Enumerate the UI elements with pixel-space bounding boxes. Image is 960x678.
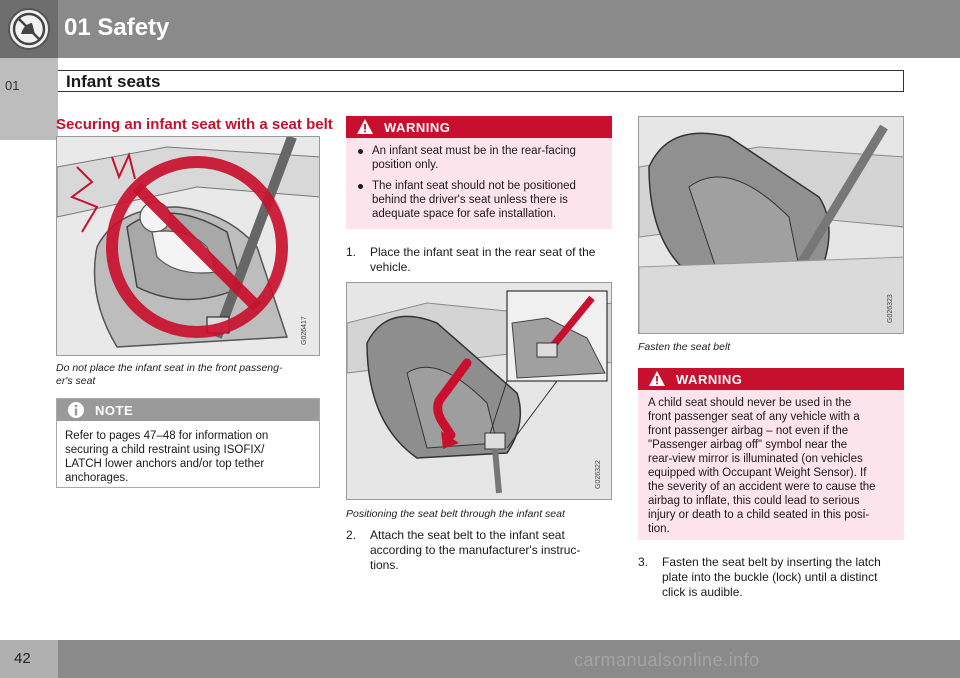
warning-triangle-icon	[356, 118, 374, 136]
bullet-dot	[358, 184, 363, 189]
warning-line: injury or death to a child seated in this posi-	[648, 509, 870, 521]
warning-box-front-airbag	[638, 368, 904, 540]
note-label: NOTE	[95, 403, 134, 418]
bullet-line: The infant seat should not be positioned	[372, 180, 576, 192]
note-line: LATCH lower anchors and/or top tether	[65, 458, 265, 470]
bullet-line: position only.	[372, 159, 439, 171]
warning-box-infant-position	[346, 116, 612, 229]
figure-code: G026323	[887, 294, 894, 323]
bullet-line: adequate space for safe installation.	[372, 208, 557, 220]
watermark: carmanualsonline.info	[574, 650, 760, 670]
chapter-title: 01 Safety	[64, 14, 170, 41]
figure-caption: Fasten the seat belt	[638, 341, 731, 353]
warning-line: airbag to inflate, this could lead to serious	[648, 495, 860, 507]
bullet-line: An infant seat must be in the rear-facing	[372, 145, 576, 157]
fasten-belt-illustration	[639, 117, 904, 334]
warning-bullet	[372, 179, 608, 221]
caption-line: er's seat	[56, 375, 96, 387]
warning-line: "Passenger airbag off" symbol near the	[648, 439, 848, 451]
step-line: tions.	[370, 558, 399, 572]
front-seat-illustration	[57, 137, 320, 356]
step-line: Place the infant seat in the rear seat of the	[370, 245, 596, 259]
step-number: 1.	[346, 245, 357, 259]
figure-fasten-belt	[638, 116, 904, 334]
figure-code: G026417	[301, 316, 308, 345]
step-text	[370, 245, 620, 275]
warning-header	[346, 116, 612, 138]
page-number: 42	[14, 650, 31, 667]
subheading: Securing an infant seat with a seat belt	[56, 116, 333, 133]
note-line: Refer to pages 47–48 for information on	[65, 430, 269, 442]
footer-bar	[0, 640, 960, 678]
warning-text	[648, 396, 900, 536]
figure-caption	[56, 362, 324, 388]
note-box	[56, 398, 320, 488]
caption-line: Do not place the infant seat in the front passeng-	[56, 362, 283, 374]
figure-position-belt	[346, 282, 612, 500]
step-line: click is audible.	[662, 585, 743, 599]
note-text	[65, 429, 315, 485]
bullet-line: behind the driver's seat unless there is	[372, 194, 568, 206]
warning-line: A child seat should never be used in the	[648, 397, 852, 409]
step-line: Attach the seat belt to the infant seat	[370, 528, 565, 542]
note-line: anchorages.	[65, 472, 129, 484]
step-text	[662, 555, 908, 600]
warning-bullet	[372, 144, 608, 172]
belt-routing-illustration	[347, 283, 612, 500]
bullet-dot	[358, 149, 363, 154]
warning-line: equipped with Occupant Weight Sensor). If	[648, 467, 867, 479]
info-icon	[67, 401, 85, 419]
warning-line: front passenger airbag – not even if the	[648, 425, 849, 437]
no-airbag-seat-icon	[8, 8, 50, 50]
warning-label: WARNING	[384, 120, 451, 135]
step-line: plate into the buckle (lock) until a distinct	[662, 570, 878, 584]
figure-code: G026322	[595, 460, 602, 489]
section-title: Infant seats	[66, 72, 161, 91]
warning-line: front passenger seat of any vehicle with a	[648, 411, 860, 423]
warning-line: tion.	[648, 523, 670, 535]
figure-caption: Positioning the seat belt through the infant seat	[346, 508, 565, 520]
warning-header	[638, 368, 904, 390]
chapter-tab-number: 01	[5, 78, 20, 93]
warning-line: rear-view mirror is illuminated (on vehicles	[648, 453, 863, 465]
step-number: 3.	[638, 555, 649, 569]
step-text	[370, 528, 620, 573]
warning-label: WARNING	[676, 372, 743, 387]
warning-line: the severity of an accident were to cause the	[648, 481, 876, 493]
note-header	[57, 399, 319, 421]
figure-front-seat-prohibited	[56, 136, 320, 356]
section-title-bar	[58, 70, 904, 92]
warning-triangle-icon	[648, 370, 666, 388]
note-line: securing a child restraint using ISOFIX/	[65, 444, 265, 456]
chapter-tab	[0, 58, 58, 140]
step-line: Fasten the seat belt by inserting the latch	[662, 555, 881, 569]
step-line: according to the manufacturer's instruc-	[370, 543, 581, 557]
step-number: 2.	[346, 528, 357, 542]
step-line: vehicle.	[370, 260, 411, 274]
